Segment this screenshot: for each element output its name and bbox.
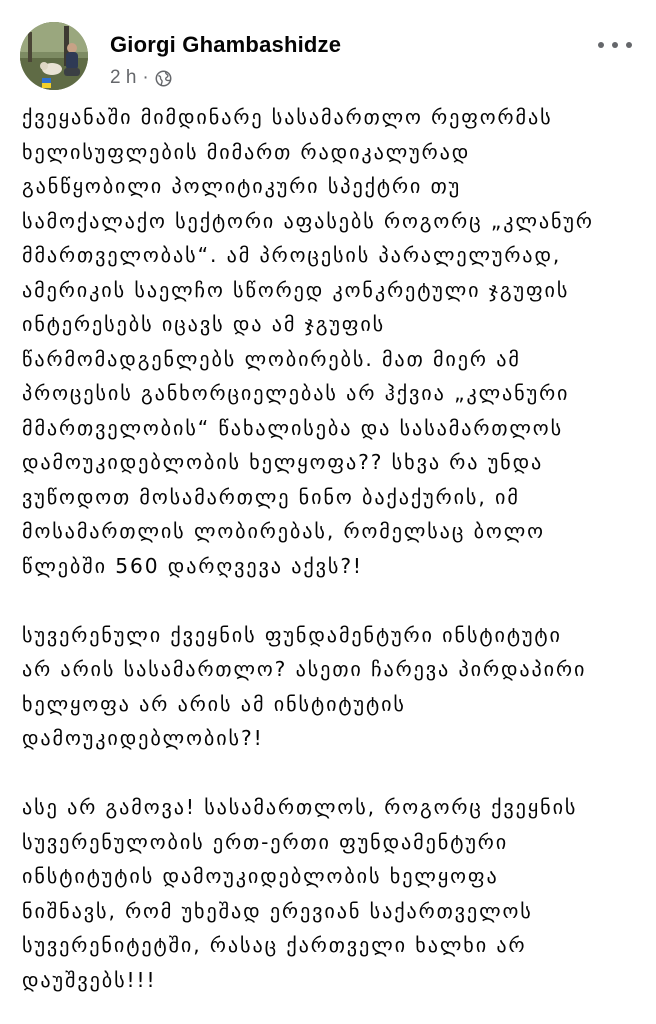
text-line: ამერიკის საელჩო სწორედ კონკრეტული ჯგუფის bbox=[22, 277, 570, 302]
text-line: დაუშვებს!!! bbox=[22, 967, 157, 992]
text-line: მმართველობის“ წახალისება და სასამართლოს bbox=[22, 415, 564, 440]
text-line: არ არის სასამართლო? ასეთი ჩარევა პირდაპირი bbox=[22, 657, 587, 681]
paragraph bbox=[22, 100, 632, 583]
text-line: დამოუკიდებლობის ხელყოფა?? სხვა რა უნდა bbox=[22, 450, 544, 474]
timestamp[interactable]: 2 h bbox=[110, 67, 137, 88]
text-line: სუვერენიტეტში, რასაც ქართველი ხალხი არ bbox=[22, 933, 527, 957]
text-line: განწყობილი პოლიტიკური სპექტრი თუ bbox=[22, 174, 462, 198]
text-line: ინტერესებს იცავს და ამ ჯგუფის bbox=[22, 312, 386, 336]
avatar[interactable] bbox=[20, 22, 88, 90]
more-dot bbox=[612, 42, 618, 48]
text-line: ხელყოფა არ არის ამ ინსტიტუტის bbox=[22, 691, 406, 716]
text-line: ინსტიტუტის დამოუკიდებლობის ხელყოფა bbox=[22, 864, 499, 888]
more-options-icon[interactable] bbox=[598, 36, 632, 54]
text-line: სამოქალაქო სექტორი აფასებს როგორც „კლანურ bbox=[22, 208, 594, 233]
text-line: ხელისუფლების მიმართ რადიკალურად bbox=[22, 139, 471, 164]
text-line: მმართველობას“. ამ პროცესის პარალელურად, bbox=[22, 243, 562, 267]
avatar-photo-icon bbox=[20, 22, 88, 90]
post-header bbox=[20, 22, 636, 94]
paragraph bbox=[22, 618, 632, 756]
text-line: ნიშნავს, რომ უხეშად ერევიან საქართველოს bbox=[22, 898, 533, 923]
text-line: დამოუკიდებლობის?! bbox=[22, 726, 264, 750]
text-line: ქვეყანაში მიმდინარე სასამართლო რეფორმას bbox=[22, 105, 553, 129]
author-name[interactable]: Giorgi Ghambashidze bbox=[110, 32, 342, 57]
more-dot bbox=[598, 42, 604, 48]
text-line: სუვერენული ქვეყნის ფუნდამენტური ინსტიტუტი bbox=[22, 622, 562, 647]
text-line: წარმომადგენლებს ლობირებს. მათ მიერ ამ bbox=[22, 346, 521, 371]
text-line: ვუწოდოთ მოსამართლე ნინო ბაქაქურის, იმ bbox=[22, 484, 520, 509]
globe-icon[interactable] bbox=[155, 70, 172, 87]
text-line: წლებში 560 დარღვევა აქვს?! bbox=[22, 553, 363, 578]
meta-separator: · bbox=[142, 67, 149, 88]
text-line: ასე არ გამოვა! სასამართლოს, როგორც ქვეყნის bbox=[22, 795, 578, 819]
text-line: სუვერენულობის ერთ-ერთი ფუნდამენტური bbox=[22, 829, 509, 854]
post-body bbox=[22, 100, 632, 997]
text-line: მოსამართლის ლობირებას, რომელსაც ბოლო bbox=[22, 519, 545, 543]
text-line: პროცესის განხორციელებას არ ჰქვია „კლანური bbox=[22, 381, 570, 405]
paragraph bbox=[22, 790, 632, 997]
post-meta bbox=[110, 67, 172, 89]
more-dot bbox=[626, 42, 632, 48]
